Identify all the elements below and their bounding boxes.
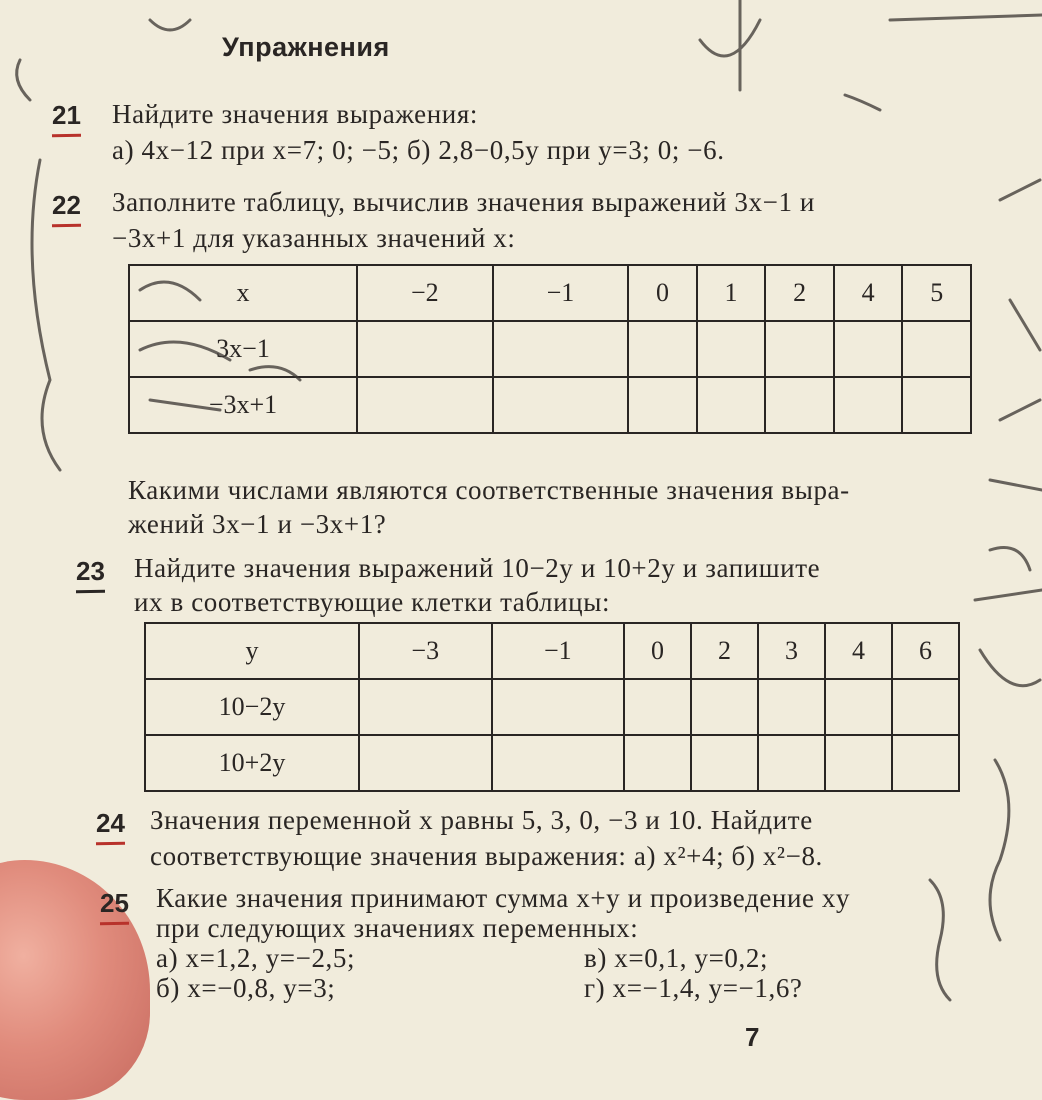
table-22-header-cell: 1 <box>697 265 766 321</box>
page-number: 7 <box>745 1022 760 1052</box>
table-23-header-cell: 4 <box>825 623 892 679</box>
table-23-empty-cell <box>892 735 959 791</box>
table-22-empty-cell <box>834 377 903 433</box>
table-22-header-cell: x <box>129 265 357 321</box>
table-23-header-cell: 2 <box>691 623 758 679</box>
table-23-empty-cell <box>492 735 625 791</box>
table-22-empty-cell <box>765 321 834 377</box>
table-23-row-label: 10−2y <box>145 679 359 735</box>
exercise-25-text-line1: Какие значения принимают сумма x+y и произведение xy <box>156 883 851 913</box>
exercise-22-text-line2: −3x+1 для указанных значений x: <box>112 223 516 253</box>
table-22-header-cell: −2 <box>357 265 493 321</box>
table-22-empty-cell <box>697 321 766 377</box>
exercise-21-text: Найдите значения выражения: <box>112 99 478 129</box>
table-22-header-cell: 5 <box>902 265 971 321</box>
table-23 <box>144 622 960 792</box>
exercise-number-24: 24 <box>96 808 125 838</box>
table-22-empty-cell <box>902 377 971 433</box>
table-22-empty-cell <box>834 321 903 377</box>
exercise-24-text-line1: Значения переменной x равны 5, 3, 0, −3 и 10. Найдите <box>150 805 813 835</box>
exercise-25-case-b: б) x=−0,8, y=3; <box>156 973 336 1003</box>
table-23-empty-cell <box>691 735 758 791</box>
margin-scribble <box>1000 180 1040 420</box>
exercise-25-case-a: а) x=1,2, y=−2,5; <box>156 943 356 973</box>
margin-scribble <box>150 20 190 30</box>
table-22-empty-cell <box>902 321 971 377</box>
exercise-25-case-g: г) x=−1,4, y=−1,6? <box>584 973 803 1003</box>
table-23-empty-cell <box>359 679 492 735</box>
table-22-row-label: −3x+1 <box>129 377 357 433</box>
table-22-empty-cell <box>628 321 697 377</box>
exercise-25-text-line2: при следующих значениях переменных: <box>156 913 639 943</box>
section-heading: Упражнения <box>222 32 390 62</box>
table-22-header-cell: 4 <box>834 265 903 321</box>
table-23-header-row <box>145 623 959 679</box>
table-23-empty-cell <box>758 735 825 791</box>
table-22-header-cell: −1 <box>493 265 629 321</box>
table-23-empty-cell <box>892 679 959 735</box>
table-22-header-cell: 2 <box>765 265 834 321</box>
table-23-header-cell: −1 <box>492 623 625 679</box>
margin-scribble <box>975 480 1042 600</box>
table-23-empty-cell <box>758 679 825 735</box>
table-22-empty-cell <box>357 321 493 377</box>
table-23-empty-cell <box>825 735 892 791</box>
table-23-empty-cell <box>624 735 691 791</box>
table-22-empty-cell <box>493 377 629 433</box>
table-22-row <box>129 377 971 433</box>
exercise-25-case-v: в) x=0,1, y=0,2; <box>584 943 769 973</box>
table-22-row <box>129 321 971 377</box>
table-23-empty-cell <box>691 679 758 735</box>
table-23-header-cell: 3 <box>758 623 825 679</box>
table-22-empty-cell <box>765 377 834 433</box>
table-23-header-cell: y <box>145 623 359 679</box>
table-22-header-cell: 0 <box>628 265 697 321</box>
exercise-23-text-line2: их в соответствующие клетки таблицы: <box>134 587 611 617</box>
exercise-22-question-line2: жений 3x−1 и −3x+1? <box>128 509 387 539</box>
margin-scribble <box>930 880 950 1000</box>
exercise-number-23: 23 <box>76 556 105 586</box>
exercise-number-21: 21 <box>52 100 81 130</box>
table-23-header-cell: 6 <box>892 623 959 679</box>
exercise-24-text-line2: соответствующие значения выражения: а) x²+4; б) x²−8. <box>150 841 823 871</box>
table-23-empty-cell <box>359 735 492 791</box>
table-23-row <box>145 735 959 791</box>
table-22-empty-cell <box>357 377 493 433</box>
margin-scribble <box>890 15 1042 20</box>
exercise-number-22: 22 <box>52 190 81 220</box>
exercise-22-question-line1: Какими числами являются соответственные значения выра- <box>128 475 850 505</box>
table-22-row-label: 3x−1 <box>129 321 357 377</box>
table-22-header-row <box>129 265 971 321</box>
table-23-empty-cell <box>624 679 691 735</box>
margin-scribble <box>17 60 30 100</box>
exercise-23-text-line1: Найдите значения выражений 10−2y и 10+2y и запишите <box>134 553 821 583</box>
table-23-header-cell: −3 <box>359 623 492 679</box>
exercise-number-25: 25 <box>100 888 129 918</box>
table-23-row <box>145 679 959 735</box>
margin-scribble <box>700 0 760 90</box>
table-22-empty-cell <box>697 377 766 433</box>
exercise-21-tasks: а) 4x−12 при x=7; 0; −5; б) 2,8−0,5y при y=3; 0; −6. <box>112 135 725 165</box>
table-23-empty-cell <box>825 679 892 735</box>
table-22 <box>128 264 972 434</box>
table-23-row-label: 10+2y <box>145 735 359 791</box>
table-23-header-cell: 0 <box>624 623 691 679</box>
table-22-empty-cell <box>628 377 697 433</box>
margin-scribble <box>845 95 880 110</box>
margin-scribble <box>980 650 1040 940</box>
exercise-22-text-line1: Заполните таблицу, вычислив значения выражений 3x−1 и <box>112 187 815 217</box>
table-22-empty-cell <box>493 321 629 377</box>
table-23-empty-cell <box>492 679 625 735</box>
